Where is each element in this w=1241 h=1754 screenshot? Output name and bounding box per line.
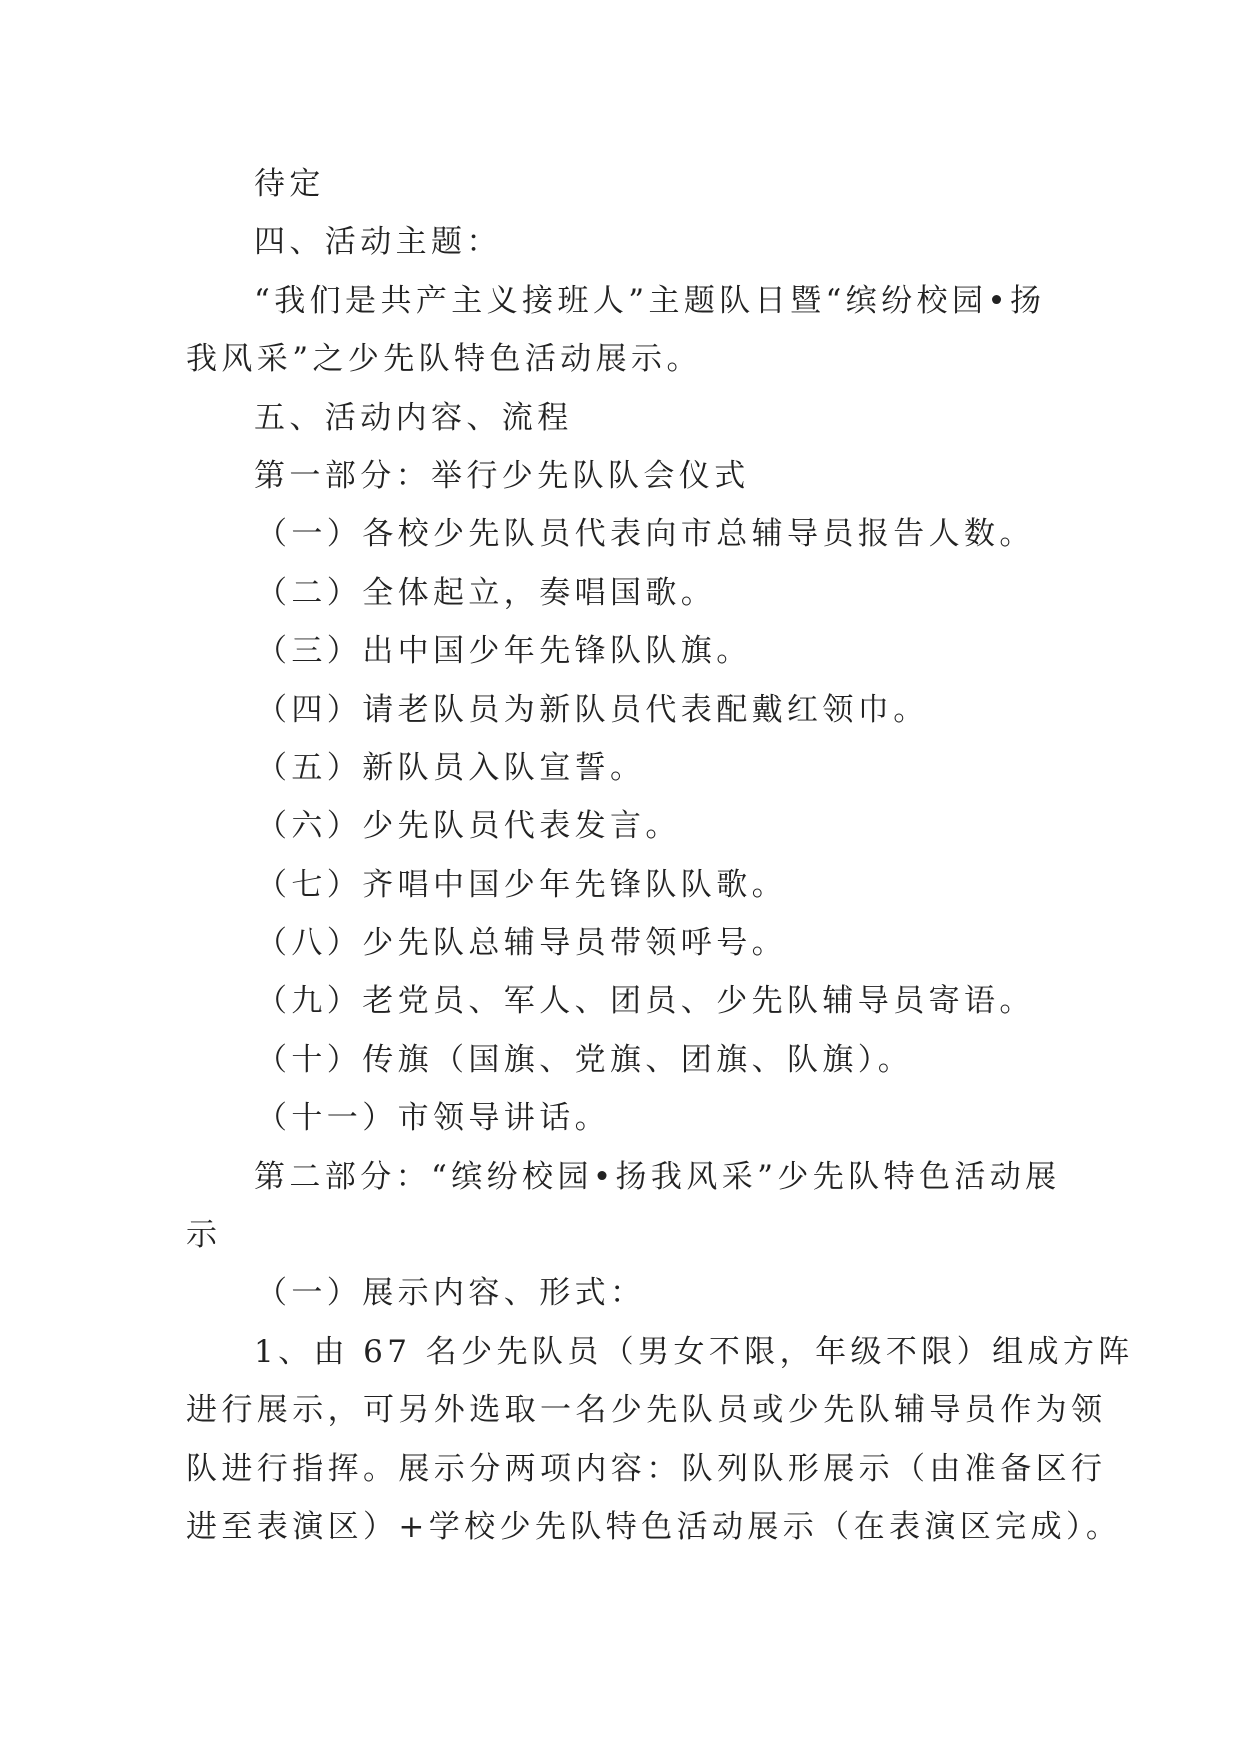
paragraph-line: 进至表演区）+学校少先队特色活动展示（在表演区完成）。 bbox=[186, 1508, 1122, 1545]
paragraph-line: 待定 bbox=[254, 166, 325, 202]
list-item: （六）少先队员代表发言。 bbox=[256, 808, 681, 845]
paragraph-line: 1、由 67 名少先队员（男女不限，年级不限）组成方阵 bbox=[254, 1333, 1134, 1370]
list-item: （八）少先队总辅导员带领呼号。 bbox=[256, 925, 787, 962]
list-item: （十一）市领导讲话。 bbox=[256, 1100, 610, 1137]
paragraph-line: 队进行指挥。展示分两项内容：队列队形展示（由准备区行 bbox=[186, 1450, 1107, 1487]
list-item: （二）全体起立，奏唱国歌。 bbox=[256, 574, 717, 611]
section-heading: 五、活动内容、流程 bbox=[254, 399, 573, 436]
list-item: （五）新队员入队宣誓。 bbox=[256, 749, 646, 786]
section-heading: 四、活动主题： bbox=[254, 224, 502, 261]
list-item: （九）老党员、军人、团员、少先队辅导员寄语。 bbox=[256, 983, 1035, 1020]
document-body bbox=[186, 155, 1134, 1556]
list-item: （十）传旗（国旗、党旗、团旗、队旗）。 bbox=[256, 1041, 914, 1078]
paragraph-line: “我们是共产主义接班人”主题队日暨“缤纷校园•扬 bbox=[254, 282, 1046, 319]
paragraph-line: 我风采”之少先队特色活动展示。 bbox=[186, 341, 702, 378]
part-heading: 第一部分：举行少先队队会仪式 bbox=[254, 457, 750, 494]
paragraph-line: 进行展示，可另外选取一名少先队员或少先队辅导员作为领 bbox=[186, 1392, 1107, 1429]
list-item: （七）齐唱中国少年先锋队队歌。 bbox=[256, 866, 787, 903]
part-heading: 第二部分：“缤纷校园•扬我风采”少先队特色活动展 bbox=[254, 1158, 1061, 1195]
subsection-heading: （一）展示内容、形式： bbox=[256, 1275, 646, 1312]
paragraph-line: 示 bbox=[186, 1217, 222, 1254]
list-item: （四）请老队员为新队员代表配戴红领巾。 bbox=[256, 691, 929, 728]
list-item: （三）出中国少年先锋队队旗。 bbox=[256, 633, 752, 670]
list-item: （一）各校少先队员代表向市总辅导员报告人数。 bbox=[256, 516, 1035, 553]
